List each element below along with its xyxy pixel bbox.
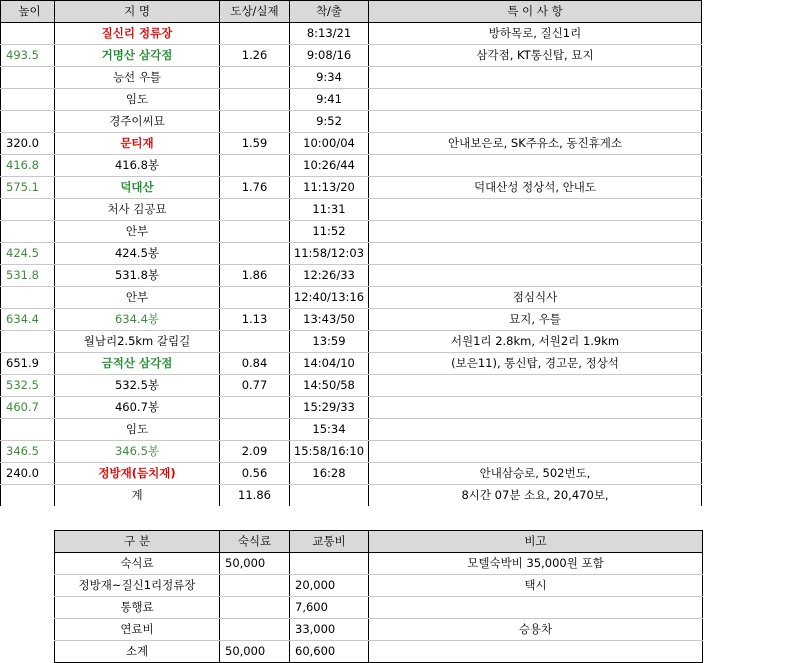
time-cell: 13:59 [290,331,369,353]
place-name-cell: 덕대산 [55,177,220,199]
height-cell: 346.5 [1,441,55,463]
lodging-cell [220,619,290,641]
distance-cell [220,287,290,309]
place-name-cell: 634.4봉 [55,309,220,331]
cost-header-row [55,531,703,553]
cost-row [55,597,703,619]
route-row [1,133,702,155]
notes-cell [369,111,702,133]
distance-cell: 1.59 [220,133,290,155]
height-cell: 424.5 [1,243,55,265]
time-cell: 9:52 [290,111,369,133]
route-header-row [1,1,702,23]
cost-table-body [55,531,703,663]
route-row [1,221,702,243]
notes-cell: 묘지, 우틀 [369,309,702,331]
place-name-cell: 금적산 삼각점 [55,353,220,375]
distance-cell: 0.56 [220,463,290,485]
route-row [1,265,702,287]
transport-cell: 20,000 [290,575,369,597]
distance-cell: 11.86 [220,485,290,507]
notes-cell: 서원1리 2.8km, 서원2리 1.9km [369,331,702,353]
distance-cell [220,155,290,177]
category-cell: 소계 [55,641,220,663]
remark-cell: 모텔숙박비 35,000원 포함 [369,553,703,575]
height-cell [1,89,55,111]
height-cell [1,199,55,221]
header-place-name: 지 명 [55,1,220,23]
height-cell: 416.8 [1,155,55,177]
cost-row [55,575,703,597]
header-lodging: 숙식료 [220,531,290,553]
notes-cell: 안내보은로, SK주유소, 동진휴게소 [369,133,702,155]
height-cell [1,111,55,133]
height-cell: 460.7 [1,397,55,419]
time-cell: 9:34 [290,67,369,89]
route-row [1,111,702,133]
height-cell [1,67,55,89]
notes-cell: 8시간 07분 소요, 20,470보, [369,485,702,507]
distance-cell: 1.26 [220,45,290,67]
remark-cell: 승용차 [369,619,703,641]
route-row [1,375,702,397]
transport-cell: 33,000 [290,619,369,641]
time-cell: 15:34 [290,419,369,441]
height-cell: 531.8 [1,265,55,287]
place-name-cell: 안부 [55,287,220,309]
place-name-cell: 질신리 정류장 [55,23,220,45]
lodging-cell [220,597,290,619]
height-cell [1,419,55,441]
time-cell: 8:13/21 [290,23,369,45]
place-name-cell: 월남리2.5km 갈림길 [55,331,220,353]
time-cell: 10:26/44 [290,155,369,177]
route-row [1,441,702,463]
height-cell [1,331,55,353]
distance-cell [220,199,290,221]
height-cell: 651.9 [1,353,55,375]
place-name-cell: 532.5봉 [55,375,220,397]
time-cell: 9:41 [290,89,369,111]
header-distance: 도상/실제 [220,1,290,23]
height-cell [1,287,55,309]
notes-cell: 방하목로, 질신1리 [369,23,702,45]
notes-cell [369,199,702,221]
place-name-cell: 계 [55,485,220,507]
time-cell: 10:00/04 [290,133,369,155]
transport-cell: 60,600 [290,641,369,663]
place-name-cell: 안부 [55,221,220,243]
category-cell: 정방재~질신1리정류장 [55,575,220,597]
transport-cell: 7,600 [290,597,369,619]
time-cell: 15:29/33 [290,397,369,419]
route-row [1,331,702,353]
route-row [1,23,702,45]
route-row [1,199,702,221]
header-time: 착/출 [290,1,369,23]
place-name-cell: 460.7봉 [55,397,220,419]
place-name-cell: 416.8봉 [55,155,220,177]
route-row [1,89,702,111]
place-name-cell: 문티재 [55,133,220,155]
height-cell [1,221,55,243]
lodging-cell [220,575,290,597]
place-name-cell: 임도 [55,89,220,111]
distance-cell [220,243,290,265]
place-name-cell: 임도 [55,419,220,441]
distance-cell: 1.76 [220,177,290,199]
place-name-cell: 424.5봉 [55,243,220,265]
route-row [1,463,702,485]
height-cell [1,485,55,507]
time-cell: 14:04/10 [290,353,369,375]
route-row [1,243,702,265]
distance-cell [220,397,290,419]
remark-cell [369,641,703,663]
place-name-cell: 531.8봉 [55,265,220,287]
notes-cell [369,441,702,463]
route-row [1,67,702,89]
distance-cell: 1.86 [220,265,290,287]
time-cell: 14:50/58 [290,375,369,397]
route-row [1,309,702,331]
route-row [1,287,702,309]
place-name-cell: 정방재(듬치재) [55,463,220,485]
notes-cell [369,419,702,441]
time-cell [290,485,369,507]
distance-cell [220,221,290,243]
distance-cell [220,67,290,89]
time-cell: 13:43/50 [290,309,369,331]
notes-cell: 안내삼승로, 502번도, [369,463,702,485]
category-cell: 통행료 [55,597,220,619]
route-row [1,353,702,375]
notes-cell [369,375,702,397]
place-name-cell: 거명산 삼각점 [55,45,220,67]
remark-cell: 택시 [369,575,703,597]
height-cell: 320.0 [1,133,55,155]
remark-cell [369,597,703,619]
cost-table [54,530,703,663]
time-cell: 11:31 [290,199,369,221]
notes-cell: 삼각점, KT통신탑, 묘지 [369,45,702,67]
header-notes: 특 이 사 항 [369,1,702,23]
route-table-body [1,1,702,507]
route-row [1,485,702,507]
cost-row [55,641,703,663]
transport-cell [290,553,369,575]
header-height: 높이 [1,1,55,23]
distance-cell: 2.09 [220,441,290,463]
notes-cell [369,221,702,243]
route-row [1,397,702,419]
route-row [1,419,702,441]
place-name-cell: 능선 우틀 [55,67,220,89]
distance-cell: 0.77 [220,375,290,397]
header-category: 구 분 [55,531,220,553]
route-row [1,177,702,199]
notes-cell [369,265,702,287]
notes-cell [369,67,702,89]
time-cell: 12:26/33 [290,265,369,287]
height-cell: 493.5 [1,45,55,67]
header-remark: 비고 [369,531,703,553]
category-cell: 연료비 [55,619,220,641]
notes-cell: 점심식사 [369,287,702,309]
time-cell: 11:58/12:03 [290,243,369,265]
route-row [1,45,702,67]
distance-cell [220,111,290,133]
place-name-cell: 처사 김공묘 [55,199,220,221]
notes-cell [369,243,702,265]
height-cell [1,23,55,45]
height-cell: 575.1 [1,177,55,199]
time-cell: 15:58/16:10 [290,441,369,463]
height-cell: 532.5 [1,375,55,397]
time-cell: 16:28 [290,463,369,485]
distance-cell [220,23,290,45]
height-cell: 634.4 [1,309,55,331]
route-row [1,155,702,177]
distance-cell [220,331,290,353]
cost-row [55,619,703,641]
distance-cell: 1.13 [220,309,290,331]
category-cell: 숙식료 [55,553,220,575]
place-name-cell: 경주이씨묘 [55,111,220,133]
distance-cell [220,89,290,111]
time-cell: 11:52 [290,221,369,243]
notes-cell: (보은11), 통신탑, 경고문, 정상석 [369,353,702,375]
cost-row [55,553,703,575]
notes-cell: 덕대산성 정상석, 안내도 [369,177,702,199]
notes-cell [369,89,702,111]
height-cell: 240.0 [1,463,55,485]
lodging-cell: 50,000 [220,553,290,575]
lodging-cell: 50,000 [220,641,290,663]
distance-cell [220,419,290,441]
time-cell: 12:40/13:16 [290,287,369,309]
distance-cell: 0.84 [220,353,290,375]
time-cell: 11:13/20 [290,177,369,199]
notes-cell [369,155,702,177]
header-transport: 교통비 [290,531,369,553]
place-name-cell: 346.5봉 [55,441,220,463]
notes-cell [369,397,702,419]
time-cell: 9:08/16 [290,45,369,67]
